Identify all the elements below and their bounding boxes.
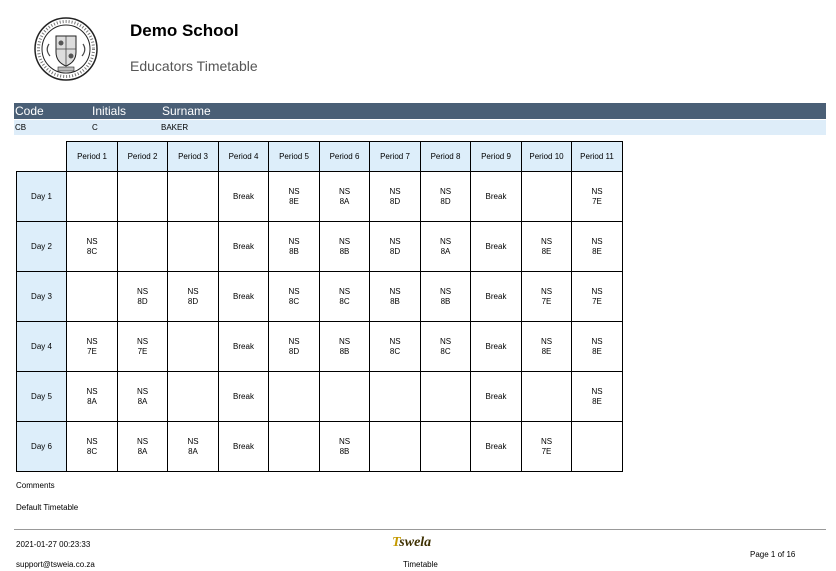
timetable-cell: NS 8B [320,422,370,472]
timetable-cell: NS 8B [370,272,421,322]
timetable-cell: NS 8A [118,372,168,422]
timetable-cell: NS 8A [168,422,219,472]
timetable-cell [118,222,168,272]
timetable-row [17,422,623,472]
period-header: Period 7 [370,142,421,172]
timetable-cell: NS 7E [522,422,572,472]
timetable-cell [269,372,320,422]
tswela-logo: Tswela [392,535,432,550]
timetable-cell: NS 8C [67,422,118,472]
day-header: Day 6 [17,422,67,472]
timetable-cell: Break [471,172,522,222]
educator-info-row [14,120,826,135]
day-header: Day 3 [17,272,67,322]
timetable-cell: NS 8C [370,322,421,372]
timetable-cell: Break [471,372,522,422]
educator-code: CB [15,123,27,132]
timetable-grid [16,141,623,472]
period-header: Period 8 [421,142,471,172]
timetable-cell: NS 7E [118,322,168,372]
period-header: Period 5 [269,142,320,172]
timetable-cell: NS 8D [168,272,219,322]
surname-column-header: Surname [162,104,211,118]
timetable-cell [168,222,219,272]
timetable-cell: NS 8D [421,172,471,222]
footer-label: Timetable [403,560,438,569]
timetable-cell: NS 8E [572,372,623,422]
timetable-cell: Break [471,222,522,272]
timetable-cell: NS 8E [572,322,623,372]
timetable-row [17,272,623,322]
timetable-cell [370,372,421,422]
timetable-cell: NS 8C [67,222,118,272]
timetable-cell [522,372,572,422]
timetable-cell: NS 8B [421,272,471,322]
footer-timestamp: 2021-01-27 00:23:33 [16,540,91,549]
timetable-cell: NS 7E [522,272,572,322]
period-header: Period 2 [118,142,168,172]
period-header: Period 3 [168,142,219,172]
initials-column-header: Initials [92,104,127,118]
timetable-row [17,172,623,222]
timetable-row [17,222,623,272]
timetable-cell [421,422,471,472]
timetable-row [17,372,623,422]
timetable-cell: NS 8D [370,222,421,272]
timetable-cell: Break [219,272,269,322]
period-header: Period 10 [522,142,572,172]
timetable-cell: NS 7E [67,322,118,372]
timetable-cell: NS 8E [269,172,320,222]
timetable-cell [572,422,623,472]
timetable-cell: NS 8E [522,222,572,272]
timetable-cell: Break [219,322,269,372]
period-header: Period 11 [572,142,623,172]
timetable-cell: NS 8C [269,272,320,322]
timetable-cell: NS 8A [320,172,370,222]
timetable-body [17,172,623,472]
educator-surname: BAKER [161,123,189,132]
timetable-cell: Break [471,272,522,322]
timetable-cell [269,422,320,472]
timetable-cell: NS 8C [320,272,370,322]
default-timetable-label: Default Timetable [16,503,79,512]
timetable-cell: NS 8E [522,322,572,372]
period-header-row [17,142,623,172]
grid-corner [17,142,67,172]
timetable-cell: Break [471,322,522,372]
timetable-cell [522,172,572,222]
educator-header-band [14,103,826,119]
timetable-cell: NS 8C [421,322,471,372]
footer-divider [14,529,826,530]
code-column-header: Code [15,104,44,118]
timetable-cell [67,172,118,222]
timetable-cell: Break [471,422,522,472]
report-subtitle: Educators Timetable [130,58,258,74]
day-header: Day 4 [17,322,67,372]
timetable-cell: NS 7E [572,272,623,322]
timetable-cell [168,322,219,372]
timetable-cell: Break [219,422,269,472]
timetable-cell [168,172,219,222]
timetable-cell: NS 8D [269,322,320,372]
timetable-cell: NS 8E [572,222,623,272]
comments-label: Comments [16,481,55,490]
timetable-cell: NS 8A [118,422,168,472]
day-header: Day 2 [17,222,67,272]
educator-initials: C [92,123,98,132]
day-header: Day 5 [17,372,67,422]
period-header: Period 4 [219,142,269,172]
timetable-cell: NS 8B [320,322,370,372]
period-header: Period 9 [471,142,522,172]
timetable-cell: NS 8B [320,222,370,272]
timetable-cell [370,422,421,472]
timetable-cell: Break [219,372,269,422]
timetable-cell: NS 8D [370,172,421,222]
timetable-row [17,322,623,372]
period-header: Period 6 [320,142,370,172]
timetable-cell: NS 8A [67,372,118,422]
timetable-cell: NS 8B [269,222,320,272]
timetable-cell [421,372,471,422]
day-header: Day 1 [17,172,67,222]
timetable-cell [67,272,118,322]
timetable-cell: Break [219,172,269,222]
period-header: Period 1 [67,142,118,172]
timetable-cell: Break [219,222,269,272]
timetable-cell: NS 8D [118,272,168,322]
school-crest-icon [31,16,101,82]
school-name: Demo School [130,21,239,40]
footer-email: support@tsweia.co.za [16,560,95,569]
page-indicator: Page 1 of 16 [750,550,796,559]
timetable-cell [320,372,370,422]
timetable-cell: NS 7E [572,172,623,222]
timetable-cell [118,172,168,222]
timetable-cell: NS 8A [421,222,471,272]
timetable-cell [168,372,219,422]
